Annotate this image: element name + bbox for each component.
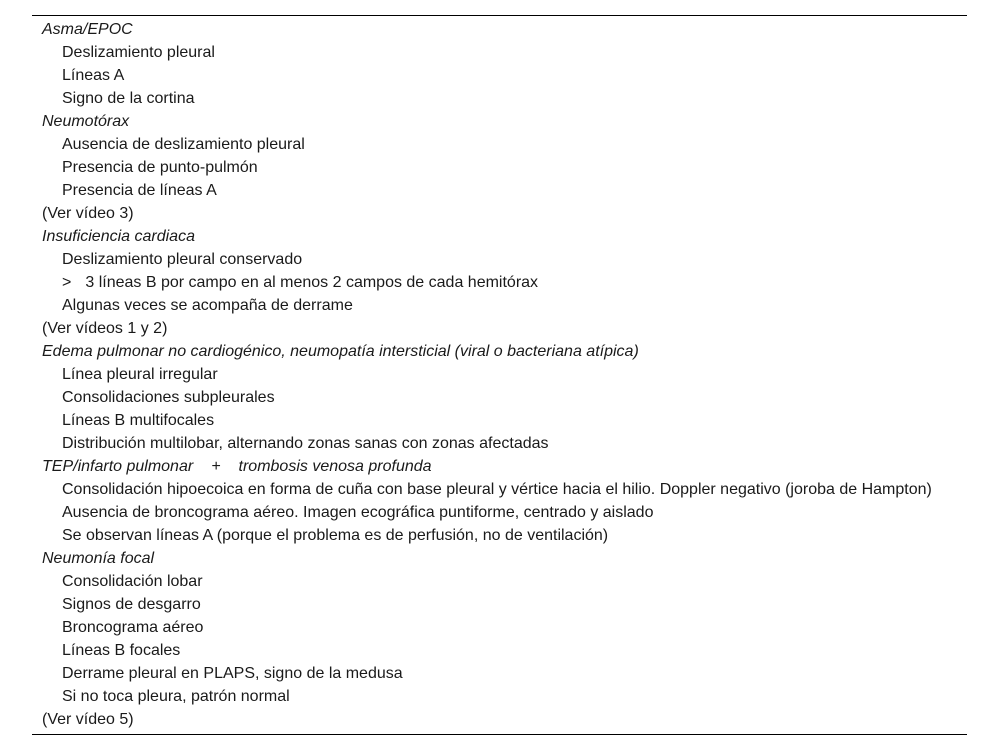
heading-right: trombosis venosa profunda [238,458,432,475]
greater-than-symbol: > [62,274,72,291]
list-item: Deslizamiento pleural [62,44,215,61]
list-item: Líneas A [62,67,125,84]
list-item: Línea pleural irregular [62,366,218,383]
list-item: Algunas veces se acompaña de derrame [62,297,353,314]
list-item: Líneas B multifocales [62,412,215,429]
list-item: Consolidación hipoecoica en forma de cuña con base pleural y vértice hacia el hilio. Doppler negativo (joroba de Hampton) [62,481,932,498]
list-item: Presencia de líneas A [62,182,217,199]
list-item: Broncograma aéreo [62,619,204,636]
plus-symbol: + [211,458,221,475]
list-item: Derrame pleural en PLAPS, signo de la medusa [62,665,403,682]
list-item: Si no toca pleura, patrón normal [62,688,290,705]
list-item: Distribución multilobar, alternando zonas sanas con zonas afectadas [62,435,549,452]
video-reference-note: (Ver vídeo 3) [42,205,134,222]
list-item: Presencia de punto-pulmón [62,159,258,176]
section-heading-insuficiencia-cardiaca: Insuficiencia cardiaca [42,228,195,245]
list-item: Se observan líneas A (porque el problema es de perfusión, no de ventilación) [62,527,609,544]
list-item: Signo de la cortina [62,90,195,107]
list-item: Consolidación lobar [62,573,203,590]
section-heading-tep-infarto [32,455,967,478]
list-item: Ausencia de deslizamiento pleural [62,136,305,153]
list-item: Consolidaciones subpleurales [62,389,275,406]
heading-left: TEP/infarto pulmonar [42,458,194,475]
video-reference-note: (Ver vídeos 1 y 2) [42,320,168,337]
section-heading-edema-pulmonar: Edema pulmonar no cardiogénico, neumopatía intersticial (viral o bacteriana atípica) [42,343,639,360]
list-item: Deslizamiento pleural conservado [62,251,303,268]
list-item-greater-than [32,271,967,294]
list-item: Signos de desgarro [62,596,201,613]
video-reference-note: (Ver vídeo 5) [42,711,134,728]
findings-table [32,15,967,735]
section-heading-neumotorax: Neumotórax [42,113,130,130]
list-item: Ausencia de broncograma aéreo. Imagen ecográfica puntiforme, centrado y aislado [62,504,654,521]
section-heading-neumonia-focal: Neumonía focal [42,550,155,567]
list-item-text: 3 líneas B por campo en al menos 2 campos de cada hemitórax [85,274,539,291]
section-heading-asma-epoc: Asma/EPOC [42,21,133,38]
list-item: Líneas B focales [62,642,181,659]
